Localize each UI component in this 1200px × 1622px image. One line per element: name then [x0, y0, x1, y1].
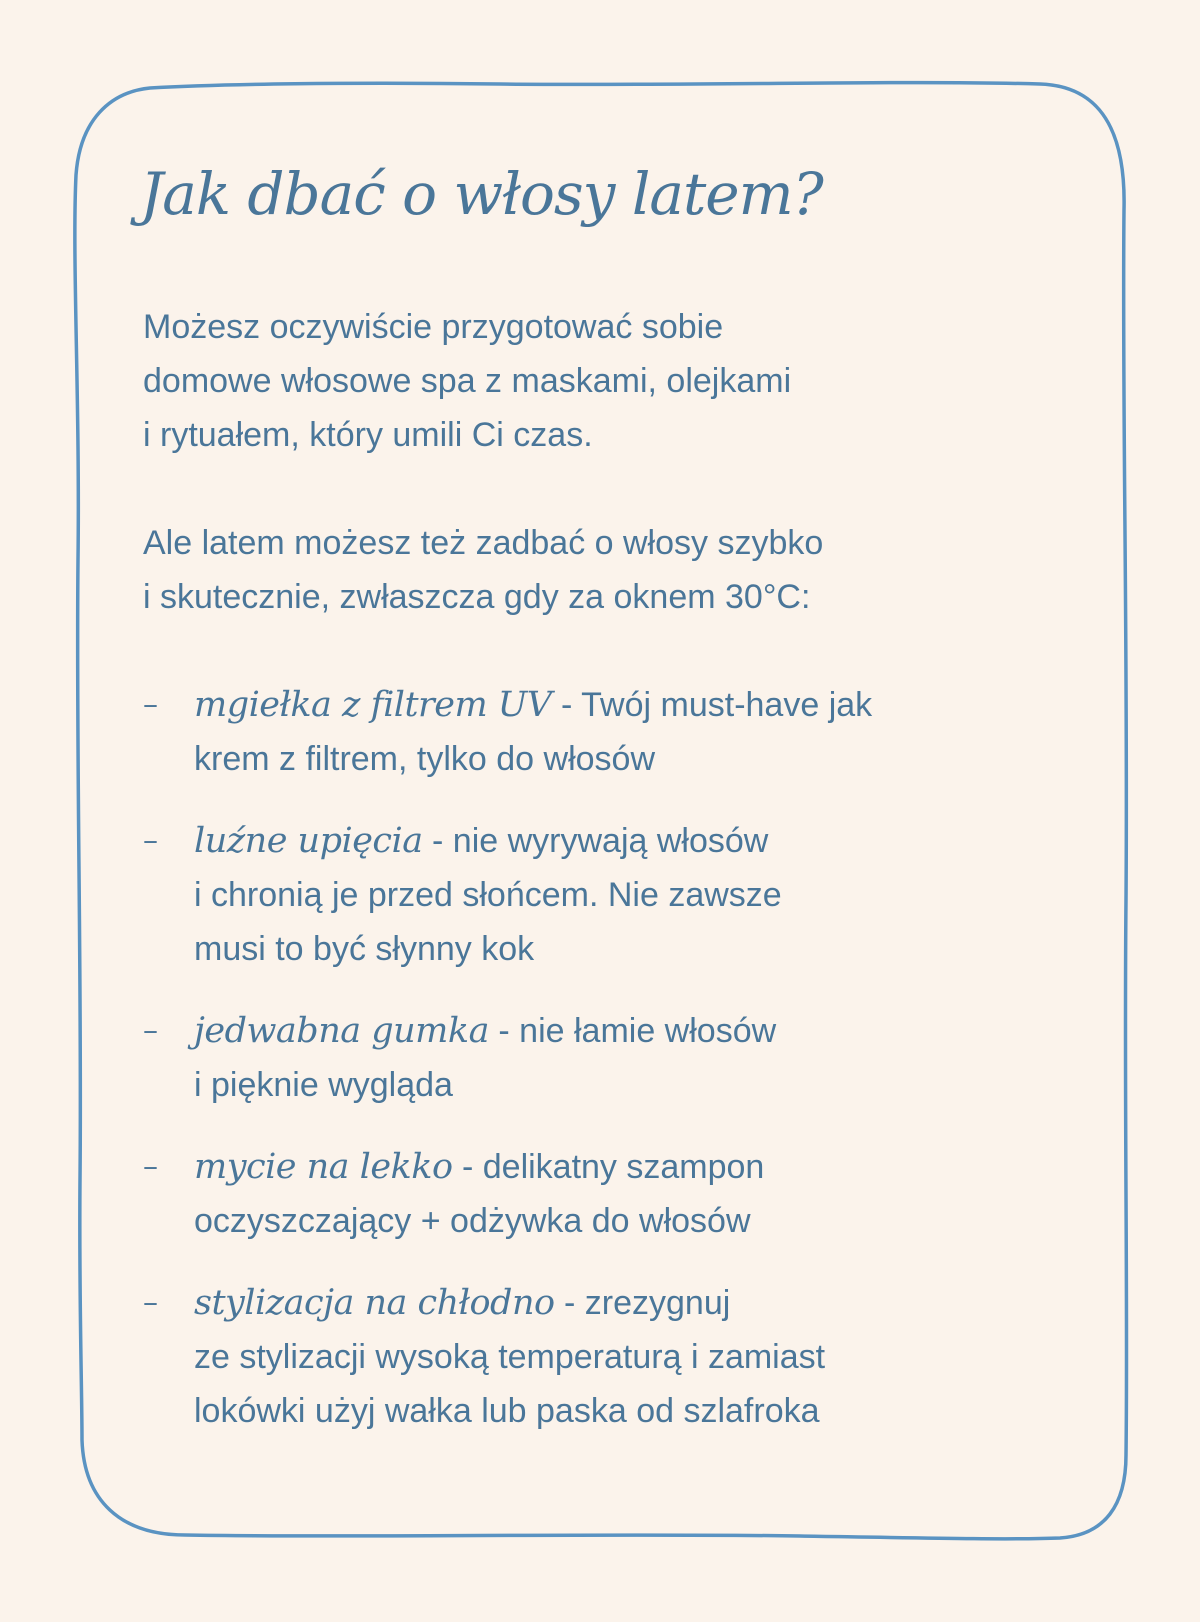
tip-term: stylizacja na chłodno	[194, 1283, 555, 1323]
dash-bullet: –	[143, 687, 158, 722]
tip-description: - delikatny szampon oczyszczający + odżywka do włosów	[194, 1148, 765, 1240]
dash-bullet: –	[143, 1285, 158, 1320]
tip-description: - nie wyrywają włosów i chronią je przed słońcem. Nie zawsze musi to być słynny kok	[194, 822, 782, 968]
tip-description: - zrezygnuj ze stylizacji wysoką temperaturą i zamiast lokówki użyj wałka lub paska od szlafroka	[194, 1284, 826, 1430]
tip-term: jedwabna gumka	[194, 1011, 489, 1051]
tip-description: - Twój must-have jak krem z filtrem, tylko do włosów	[194, 686, 873, 778]
list-item	[143, 814, 973, 976]
tip-term: mgiełka z filtrem UV	[194, 685, 552, 725]
list-item	[143, 1276, 973, 1438]
page-title: Jak dbać o włosy latem?	[140, 160, 823, 228]
dash-bullet: –	[143, 1013, 158, 1048]
article-body	[143, 300, 973, 1466]
tips-list	[143, 678, 973, 1438]
tip-term: luźne upięcia	[194, 821, 423, 861]
list-item	[143, 1004, 973, 1112]
tip-description: - nie łamie włosów i pięknie wygląda	[194, 1012, 777, 1104]
dash-bullet: –	[143, 1149, 158, 1184]
tip-term: mycie na lekko	[194, 1147, 453, 1187]
intro-paragraph-2: Ale latem możesz też zadbać o włosy szybko i skutecznie, zwłaszcza gdy za oknem 30°C:	[143, 524, 824, 616]
list-item	[143, 1140, 973, 1248]
list-item	[143, 678, 973, 786]
dash-bullet: –	[143, 823, 158, 858]
intro-paragraph-1: Możesz oczywiście przygotować sobie domowe włosowe spa z maskami, olejkami i rytuałem, który umili Ci czas.	[143, 308, 792, 454]
